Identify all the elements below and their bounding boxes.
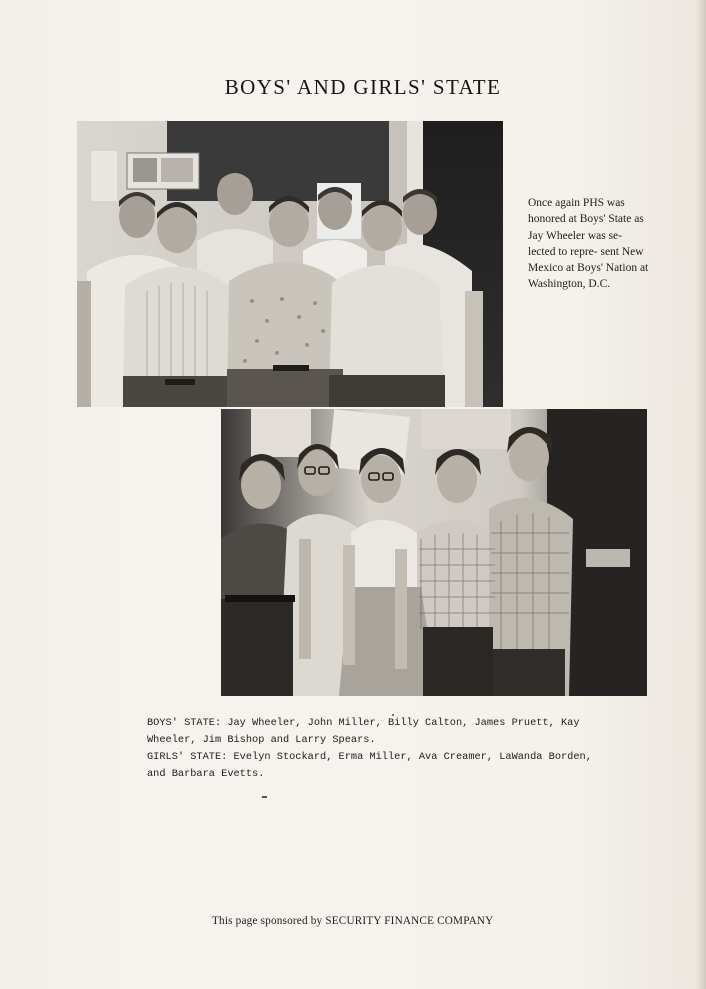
page-title: BOYS' AND GIRLS' STATE — [224, 75, 502, 99]
boys-state-caption: BOYS' STATE: Jay Wheeler, John Miller, Billy Calton, James Pruett, Kay Wheeler, Jim Bishop and Larry Spears. — [147, 717, 580, 746]
girls-state-photo — [221, 409, 647, 696]
photo-captions — [147, 715, 597, 783]
print-speck — [392, 714, 394, 716]
boys-photo-illustration — [77, 121, 503, 407]
print-dash — [262, 796, 267, 798]
boys-state-photo — [77, 121, 503, 407]
side-caption: Once again PHS was honored at Boys' State as Jay Wheeler was se- lected to repre- sent New Mexico at Boys' Nation at Washington, D.C. — [528, 197, 649, 291]
sponsor-footer: This page sponsored by SECURITY FINANCE COMPANY — [212, 915, 494, 927]
girls-state-caption: GIRLS' STATE: Evelyn Stockard, Erma Miller, Ava Creamer, LaWanda Borden, and Barbara Evetts. — [147, 751, 592, 780]
girls-photo-illustration — [221, 409, 647, 696]
page-spine-shadow — [696, 0, 706, 989]
